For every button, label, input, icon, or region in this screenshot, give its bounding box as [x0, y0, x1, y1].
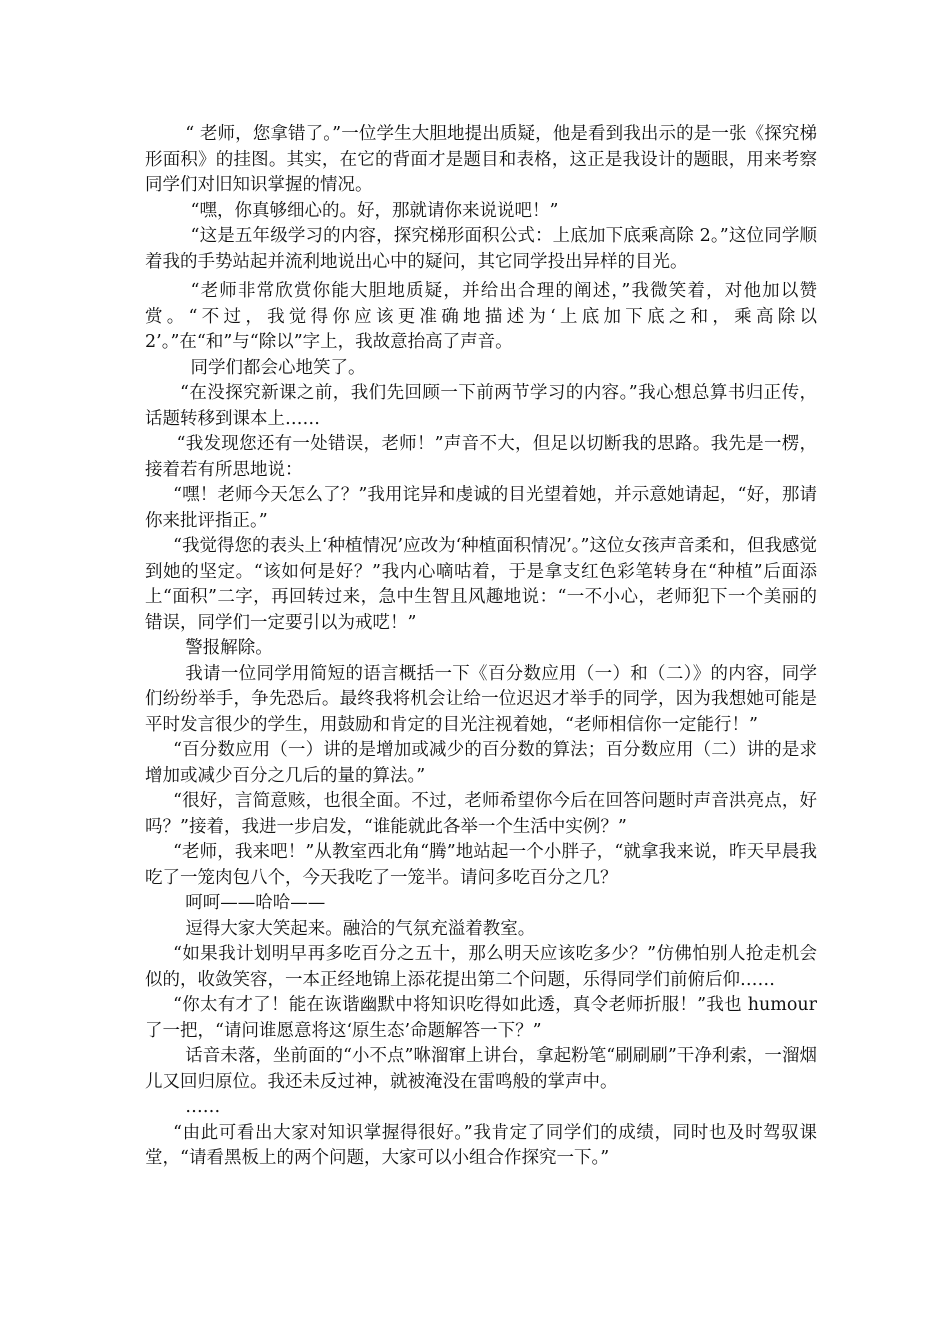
paragraph-7: “我发现您还有一处错误，老师！”声音不大，但足以切断我的思路。我先是一楞，接着若有所思地说：: [145, 434, 817, 480]
paragraph-5: 同学们都会心地笑了。: [190, 357, 366, 378]
paragraph-17: “如果我计划明早再多吃百分之五十，那么明天应该吃多少？”仿佛怕别人抢走机会似的，收敛笑容，一本正经地锦上添花提出第二个问题，乐得同学们前俯后仰……: [145, 944, 817, 990]
paragraph-21: “由此可看出大家对知识掌握得很好。”我肯定了同学们的成绩，同时也及时驾驭课堂，“请看黑板上的两个问题，大家可以小组合作探究一下。”: [145, 1122, 817, 1168]
paragraph-19: 话音未落，坐前面的“小不点”咻溜窜上讲台，拿起粉笔“刷刷刷”干净利索，一溜烟儿又回归原位。我还未反过神，就被淹没在雷鸣般的掌声中。: [145, 1046, 817, 1092]
paragraph-10: 警报解除。: [185, 638, 273, 658]
paragraph-2: “嘿，你真够细心的。好，那就请你来说说吧！”: [190, 200, 559, 221]
paragraph-11: 我请一位同学用简短的语言概括一下《百分数应用（一）和（二）》的内容，同学们纷纷举手，争先恐后。最终我将机会让给一位迟迟才举手的同学，因为我想她可能是平时发言很少的学生，用鼓励和肯定的目光注视着她，“老师相信你一定能行！”: [145, 663, 817, 735]
paragraph-1: “ 老师，您拿错了。”一位学生大胆地提出质疑，他是看到我出示的是一张《探究梯形面积》的挂图。其实，在它的背面才是题目和表格，这正是我设计的题眼，用来考察同学们对旧知识掌握的情况。: [145, 124, 817, 195]
paragraph-8: “嘿！老师今天怎么了？”我用诧异和虔诚的目光望着她，并示意她请起，“好，那请你来批评指正。”: [145, 485, 817, 531]
paragraph-16: 逗得大家大笑起来。融洽的气氛充溢着教室。: [185, 918, 536, 939]
paragraph-20: ……: [185, 1097, 221, 1117]
paragraph-9: “我觉得您的表头上‘种植情况’应改为‘种植面积情况’。”这位女孩声音柔和，但我感觉到她的坚定。“该如何是好？”我内心嘀咕着，于是拿支红色彩笔转身在“种植”后面添上“面积”二字，再回转过来，急中生智且风趣地说：“一不小心，老师犯下一个美丽的错误，同学们一定要引以为戒呓！”: [145, 536, 817, 633]
paragraph-6: “在没探究新课之前，我们先回顾一下前两节学习的内容。”我心想总算书归正传，话题转移到课本上……: [145, 383, 817, 429]
paragraph-15: 呵呵——哈哈——: [185, 893, 326, 913]
paragraph-3: “这是五年级学习的内容，探究梯形面积公式：上底加下底乘高除 2。”这位同学顺着我的手势站起并流利地说出心中的疑问，其它同学投出异样的目光。: [145, 226, 817, 272]
paragraph-4: “老师非常欣赏你能大胆地质疑，并给出合理的阐述，”我微笑着，对他加以赞赏。“不过，我觉得你应该更准确地描述为‘上底加下底之和，乘高除以 2’。”在“和”与“除以”字上，我故意抬高了声音。: [145, 281, 817, 352]
paragraph-13: “很好，言简意赅，也很全面。不过，老师希望你今后在回答问题时声音洪亮点，好吗？”接着，我进一步启发，“谁能就此各举一个生活中实例？”: [145, 791, 817, 837]
document-body: [145, 122, 817, 1172]
paragraph-14: “老师，我来吧！”从教室西北角“腾”地站起一个小胖子，“就拿我来说，昨天早晨我吃了一笼肉包八个，今天我吃了一笼半。请问多吃百分之几？: [145, 842, 817, 888]
paragraph-12: “百分数应用（一）讲的是增加或减少的百分数的算法；百分数应用（二）讲的是求增加或减少百分之几后的量的算法。”: [145, 740, 817, 786]
paragraph-18: “你太有才了！能在诙谐幽默中将知识吃得如此透，真令老师折服！”我也 humour 了一把，“请问谁愿意将这‘原生态’命题解答一下？”: [145, 995, 817, 1041]
